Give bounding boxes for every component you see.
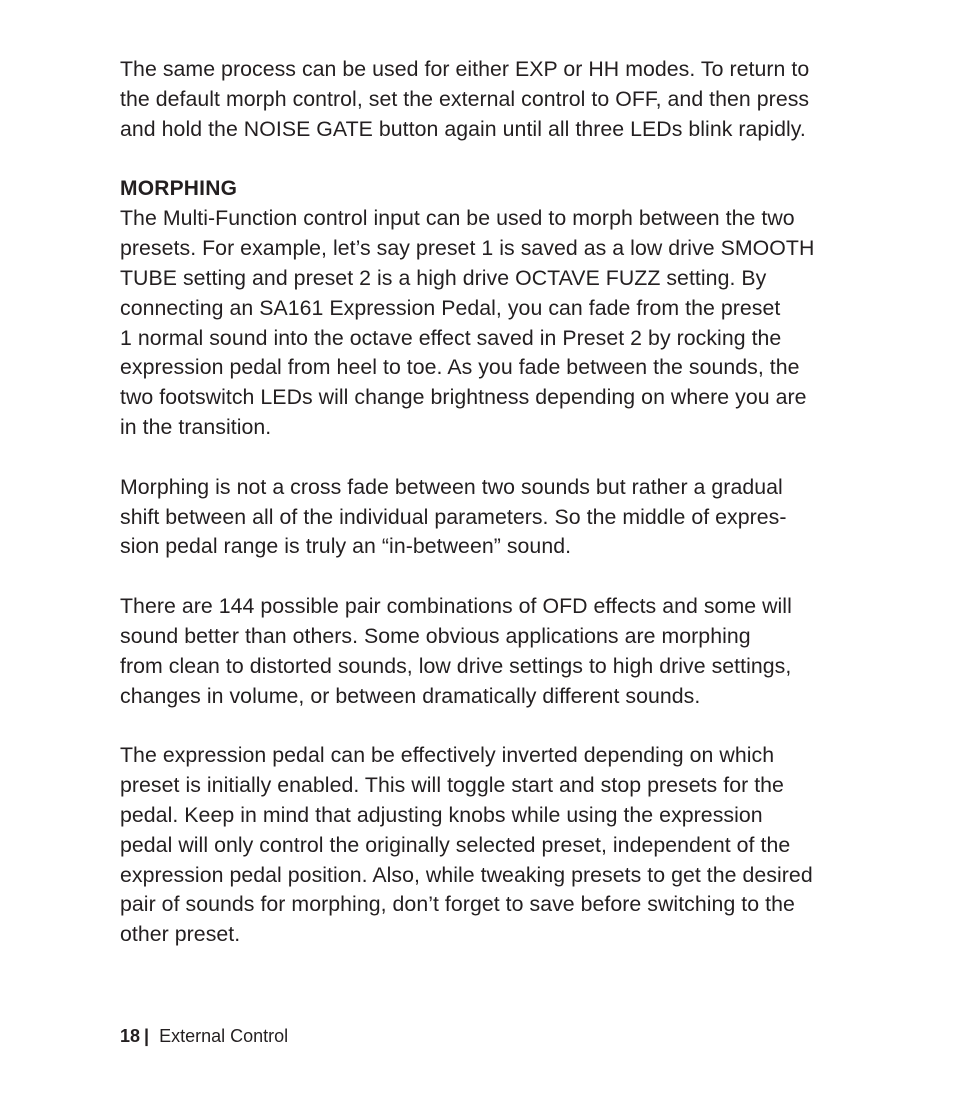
text-line: The expression pedal can be effectively inverted depending on which	[120, 743, 775, 768]
text-line: The Multi-Function control input can be used to morph between the two	[120, 206, 795, 231]
footer-separator: |	[144, 1026, 150, 1046]
document-body	[120, 55, 895, 950]
page-footer	[120, 1024, 288, 1048]
footer-section-name: External Control	[159, 1026, 289, 1046]
paragraph-gap	[120, 443, 895, 473]
morphing-paragraph-1	[120, 204, 895, 442]
text-line: sound better than others. Some obvious applications are morphing	[120, 623, 751, 648]
text-line: expression pedal from heel to toe. As you fade between the sounds, the	[120, 355, 800, 380]
text-line: TUBE setting and preset 2 is a high drive OCTAVE FUZZ setting. By	[120, 265, 767, 290]
text-line: The same process can be used for either EXP or HH modes. To return to	[120, 57, 810, 81]
text-line: connecting an SA161 Expression Pedal, you can fade from the preset	[120, 295, 781, 320]
text-line: 1 normal sound into the octave effect saved in Preset 2 by rocking the	[120, 325, 782, 350]
text-line: presets. For example, let’s say preset 1 is saved as a low drive SMOOTH	[120, 236, 815, 261]
text-line: pedal will only control the originally selected preset, independent of the	[120, 832, 791, 857]
text-line: from clean to distorted sounds, low drive settings to high drive settings,	[120, 653, 792, 678]
text-line: sion pedal range is truly an “in-between” sound.	[120, 534, 572, 559]
text-line: pair of sounds for morphing, don’t forget to save before switching to the	[120, 892, 795, 917]
text-line: pedal. Keep in mind that adjusting knobs while using the expression	[120, 802, 763, 827]
text-line: two footswitch LEDs will change brightness depending on where you are	[120, 385, 807, 410]
morphing-paragraph-3	[120, 592, 895, 711]
text-line: the default morph control, set the external control to OFF, and then press	[120, 86, 810, 111]
paragraph-gap	[120, 711, 895, 741]
text-line: other preset.	[120, 922, 241, 947]
section-heading: MORPHING	[120, 177, 238, 201]
text-line: expression pedal position. Also, while tweaking presets to get the desired	[120, 862, 813, 887]
morphing-paragraph-4	[120, 741, 895, 950]
paragraph-gap	[120, 144, 895, 174]
text-line: and hold the NOISE GATE button again until all three LEDs blink rapidly.	[120, 116, 806, 141]
text-line: in the transition.	[120, 414, 272, 439]
page-number: 18	[120, 1026, 141, 1046]
text-line: changes in volume, or between dramatically different sounds.	[120, 683, 701, 708]
paragraph-gap	[120, 562, 895, 592]
text-line: preset is initially enabled. This will toggle start and stop presets for the	[120, 773, 784, 798]
text-line: Morphing is not a cross fade between two sounds but rather a gradual	[120, 474, 783, 499]
text-line: shift between all of the individual parameters. So the middle of expres-	[120, 504, 787, 529]
intro-paragraph	[120, 55, 895, 144]
text-line: There are 144 possible pair combinations of OFD effects and some will	[120, 594, 792, 619]
morphing-paragraph-2	[120, 473, 895, 562]
